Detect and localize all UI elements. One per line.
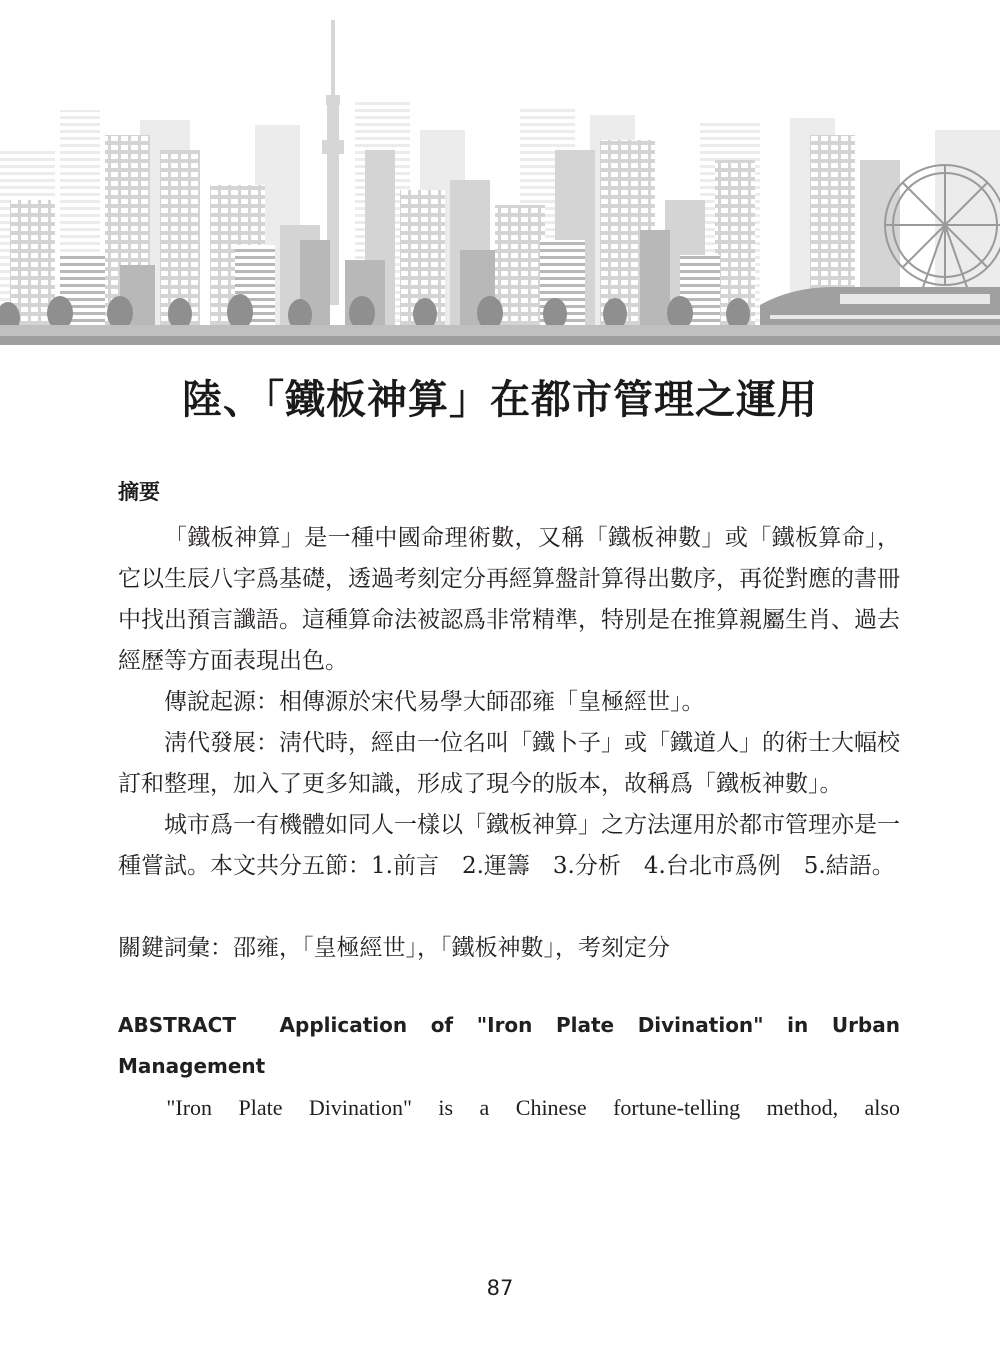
city-skyline-icon [0,0,1000,345]
english-abstract-heading [118,1005,900,1087]
abstract-heading: 摘要 [118,480,160,504]
paragraph: 城市爲一有機體如同人一樣以「鐵板神算」之方法運用於都市管理亦是一種嘗試。本文共分五節：1.前言 2.運籌 3.分析 4.台北市爲例 5.結語。 [118,812,900,879]
main-content [118,476,900,1128]
paragraph: 傳說起源：相傳源於宋代易學大師邵雍「皇極經世」。 [164,689,705,715]
page-title: 陸、「鐵板神算」在都市管理之運用 [182,377,818,423]
city-skyline-banner [0,0,1000,345]
english-abstract-label: ABSTRACT [118,1013,236,1037]
page-number: 87 [486,1276,514,1300]
keywords: 關鍵詞彙：邵雍，「皇極經世」，「鐵板神數」，考刻定分 [118,935,670,961]
paragraph: 淸代發展：淸代時，經由一位名叫「鐵卜子」或「鐵道人」的術士大幅校訂和整理，加入了更多知識，形成了現今的版本，故稱爲「鐵板神數」。 [118,730,900,797]
paragraph: 「鐵板神算」是一種中國命理術數，又稱「鐵板神數」或「鐵板算命」，它以生辰八字爲基礎，透過考刻定分再經算盤計算得出數序，再從對應的書冊中找出預言讖語。這種算命法被認爲非常精準，特別是在推算親屬生肖、過去經歷等方面表現出色。 [118,525,900,674]
english-paragraph: "Iron Plate Divination" is a Chinese fortune-telling method, also [166,1095,900,1120]
english-title: Application of "Iron Plate Divination" in Urban Management [118,1013,900,1078]
